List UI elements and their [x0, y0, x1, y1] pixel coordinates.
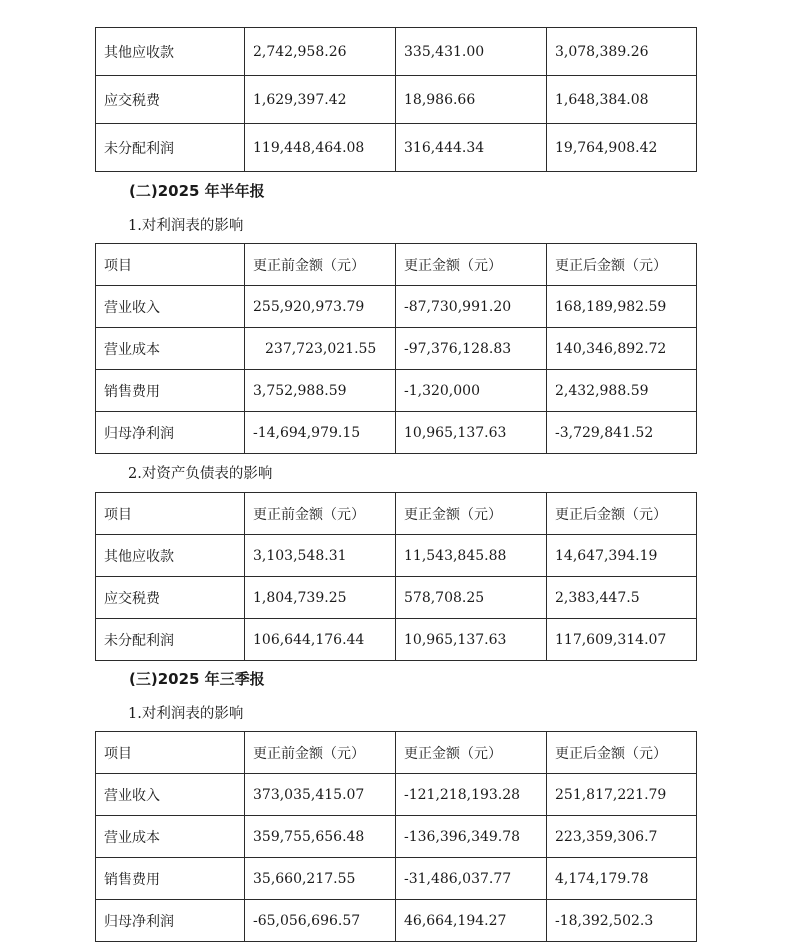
before-amount-cell: 119,448,464.08: [245, 124, 396, 172]
subheading-income-statement: 1.对利润表的影响: [128, 218, 244, 234]
correction-amount-cell: -136,396,349.78: [396, 816, 547, 858]
header-cell: 更正后金额（元）: [547, 732, 697, 774]
after-amount-cell: -18,392,502.3: [547, 900, 697, 942]
header-cell: 更正后金额（元）: [547, 244, 697, 286]
section-heading-half-year: (二)2025 年半年报: [129, 182, 265, 200]
table-row: [96, 328, 697, 370]
table-row: [96, 28, 697, 76]
table-row: [96, 76, 697, 124]
after-amount-cell: 2,432,988.59: [547, 370, 697, 412]
balance-sheet-table-continued: [95, 27, 697, 172]
table-row: [96, 370, 697, 412]
header-cell: 更正前金额（元）: [245, 493, 396, 535]
header-cell: 更正前金额（元）: [245, 732, 396, 774]
table-header-row: [96, 732, 697, 774]
before-amount-cell: -14,694,979.15: [245, 412, 396, 454]
item-cell: 应交税费: [96, 577, 245, 619]
header-cell: 项目: [96, 493, 245, 535]
correction-amount-cell: 18,986.66: [396, 76, 547, 124]
item-cell: 营业成本: [96, 328, 245, 370]
before-amount-cell: 1,629,397.42: [245, 76, 396, 124]
header-cell: 项目: [96, 732, 245, 774]
after-amount-cell: 251,817,221.79: [547, 774, 697, 816]
table-row: [96, 286, 697, 328]
table-row: [96, 619, 697, 661]
correction-amount-cell: 11,543,845.88: [396, 535, 547, 577]
before-amount-cell: 373,035,415.07: [245, 774, 396, 816]
correction-amount-cell: -31,486,037.77: [396, 858, 547, 900]
table-row: [96, 816, 697, 858]
item-cell: 销售费用: [96, 858, 245, 900]
after-amount-cell: 3,078,389.26: [547, 28, 697, 76]
before-amount-cell: 237,723,021.55: [245, 328, 396, 370]
before-amount-cell: 2,742,958.26: [245, 28, 396, 76]
half-year-income-table: [95, 243, 697, 454]
before-amount-cell: 359,755,656.48: [245, 816, 396, 858]
half-year-balance-table: [95, 492, 697, 661]
table-row: [96, 900, 697, 942]
subheading-income-statement: 1.对利润表的影响: [128, 706, 244, 722]
before-amount-cell: 255,920,973.79: [245, 286, 396, 328]
correction-amount-cell: 335,431.00: [396, 28, 547, 76]
table-row: [96, 535, 697, 577]
after-amount-cell: 2,383,447.5: [547, 577, 697, 619]
after-amount-cell: 14,647,394.19: [547, 535, 697, 577]
table-header-row: [96, 244, 697, 286]
correction-amount-cell: 10,965,137.63: [396, 619, 547, 661]
item-cell: 营业收入: [96, 286, 245, 328]
item-cell: 营业成本: [96, 816, 245, 858]
after-amount-cell: 140,346,892.72: [547, 328, 697, 370]
table-row: [96, 774, 697, 816]
header-cell: 项目: [96, 244, 245, 286]
before-amount-cell: 35,660,217.55: [245, 858, 396, 900]
correction-amount-cell: 316,444.34: [396, 124, 547, 172]
before-amount-cell: -65,056,696.57: [245, 900, 396, 942]
q3-income-table: [95, 731, 697, 942]
after-amount-cell: 168,189,982.59: [547, 286, 697, 328]
item-cell: 其他应收款: [96, 535, 245, 577]
correction-amount-cell: -97,376,128.83: [396, 328, 547, 370]
table-row: [96, 858, 697, 900]
item-cell: 归母净利润: [96, 412, 245, 454]
after-amount-cell: 1,648,384.08: [547, 76, 697, 124]
after-amount-cell: -3,729,841.52: [547, 412, 697, 454]
correction-amount-cell: 46,664,194.27: [396, 900, 547, 942]
correction-amount-cell: 578,708.25: [396, 577, 547, 619]
correction-amount-cell: -87,730,991.20: [396, 286, 547, 328]
item-cell: 其他应收款: [96, 28, 245, 76]
header-cell: 更正金额（元）: [396, 244, 547, 286]
after-amount-cell: 223,359,306.7: [547, 816, 697, 858]
before-amount-cell: 3,752,988.59: [245, 370, 396, 412]
item-cell: 归母净利润: [96, 900, 245, 942]
correction-amount-cell: -121,218,193.28: [396, 774, 547, 816]
subheading-balance-sheet: 2.对资产负债表的影响: [128, 466, 273, 482]
item-cell: 营业收入: [96, 774, 245, 816]
item-cell: 销售费用: [96, 370, 245, 412]
correction-amount-cell: 10,965,137.63: [396, 412, 547, 454]
before-amount-cell: 1,804,739.25: [245, 577, 396, 619]
item-cell: 未分配利润: [96, 124, 245, 172]
header-cell: 更正后金额（元）: [547, 493, 697, 535]
header-cell: 更正金额（元）: [396, 493, 547, 535]
before-amount-cell: 3,103,548.31: [245, 535, 396, 577]
correction-amount-cell: -1,320,000: [396, 370, 547, 412]
after-amount-cell: 4,174,179.78: [547, 858, 697, 900]
header-cell: 更正前金额（元）: [245, 244, 396, 286]
section-heading-q3: (三)2025 年三季报: [129, 670, 265, 688]
after-amount-cell: 117,609,314.07: [547, 619, 697, 661]
after-amount-cell: 19,764,908.42: [547, 124, 697, 172]
table-row: [96, 412, 697, 454]
header-cell: 更正金额（元）: [396, 732, 547, 774]
item-cell: 应交税费: [96, 76, 245, 124]
table-row: [96, 124, 697, 172]
before-amount-cell: 106,644,176.44: [245, 619, 396, 661]
table-row: [96, 577, 697, 619]
item-cell: 未分配利润: [96, 619, 245, 661]
table-header-row: [96, 493, 697, 535]
